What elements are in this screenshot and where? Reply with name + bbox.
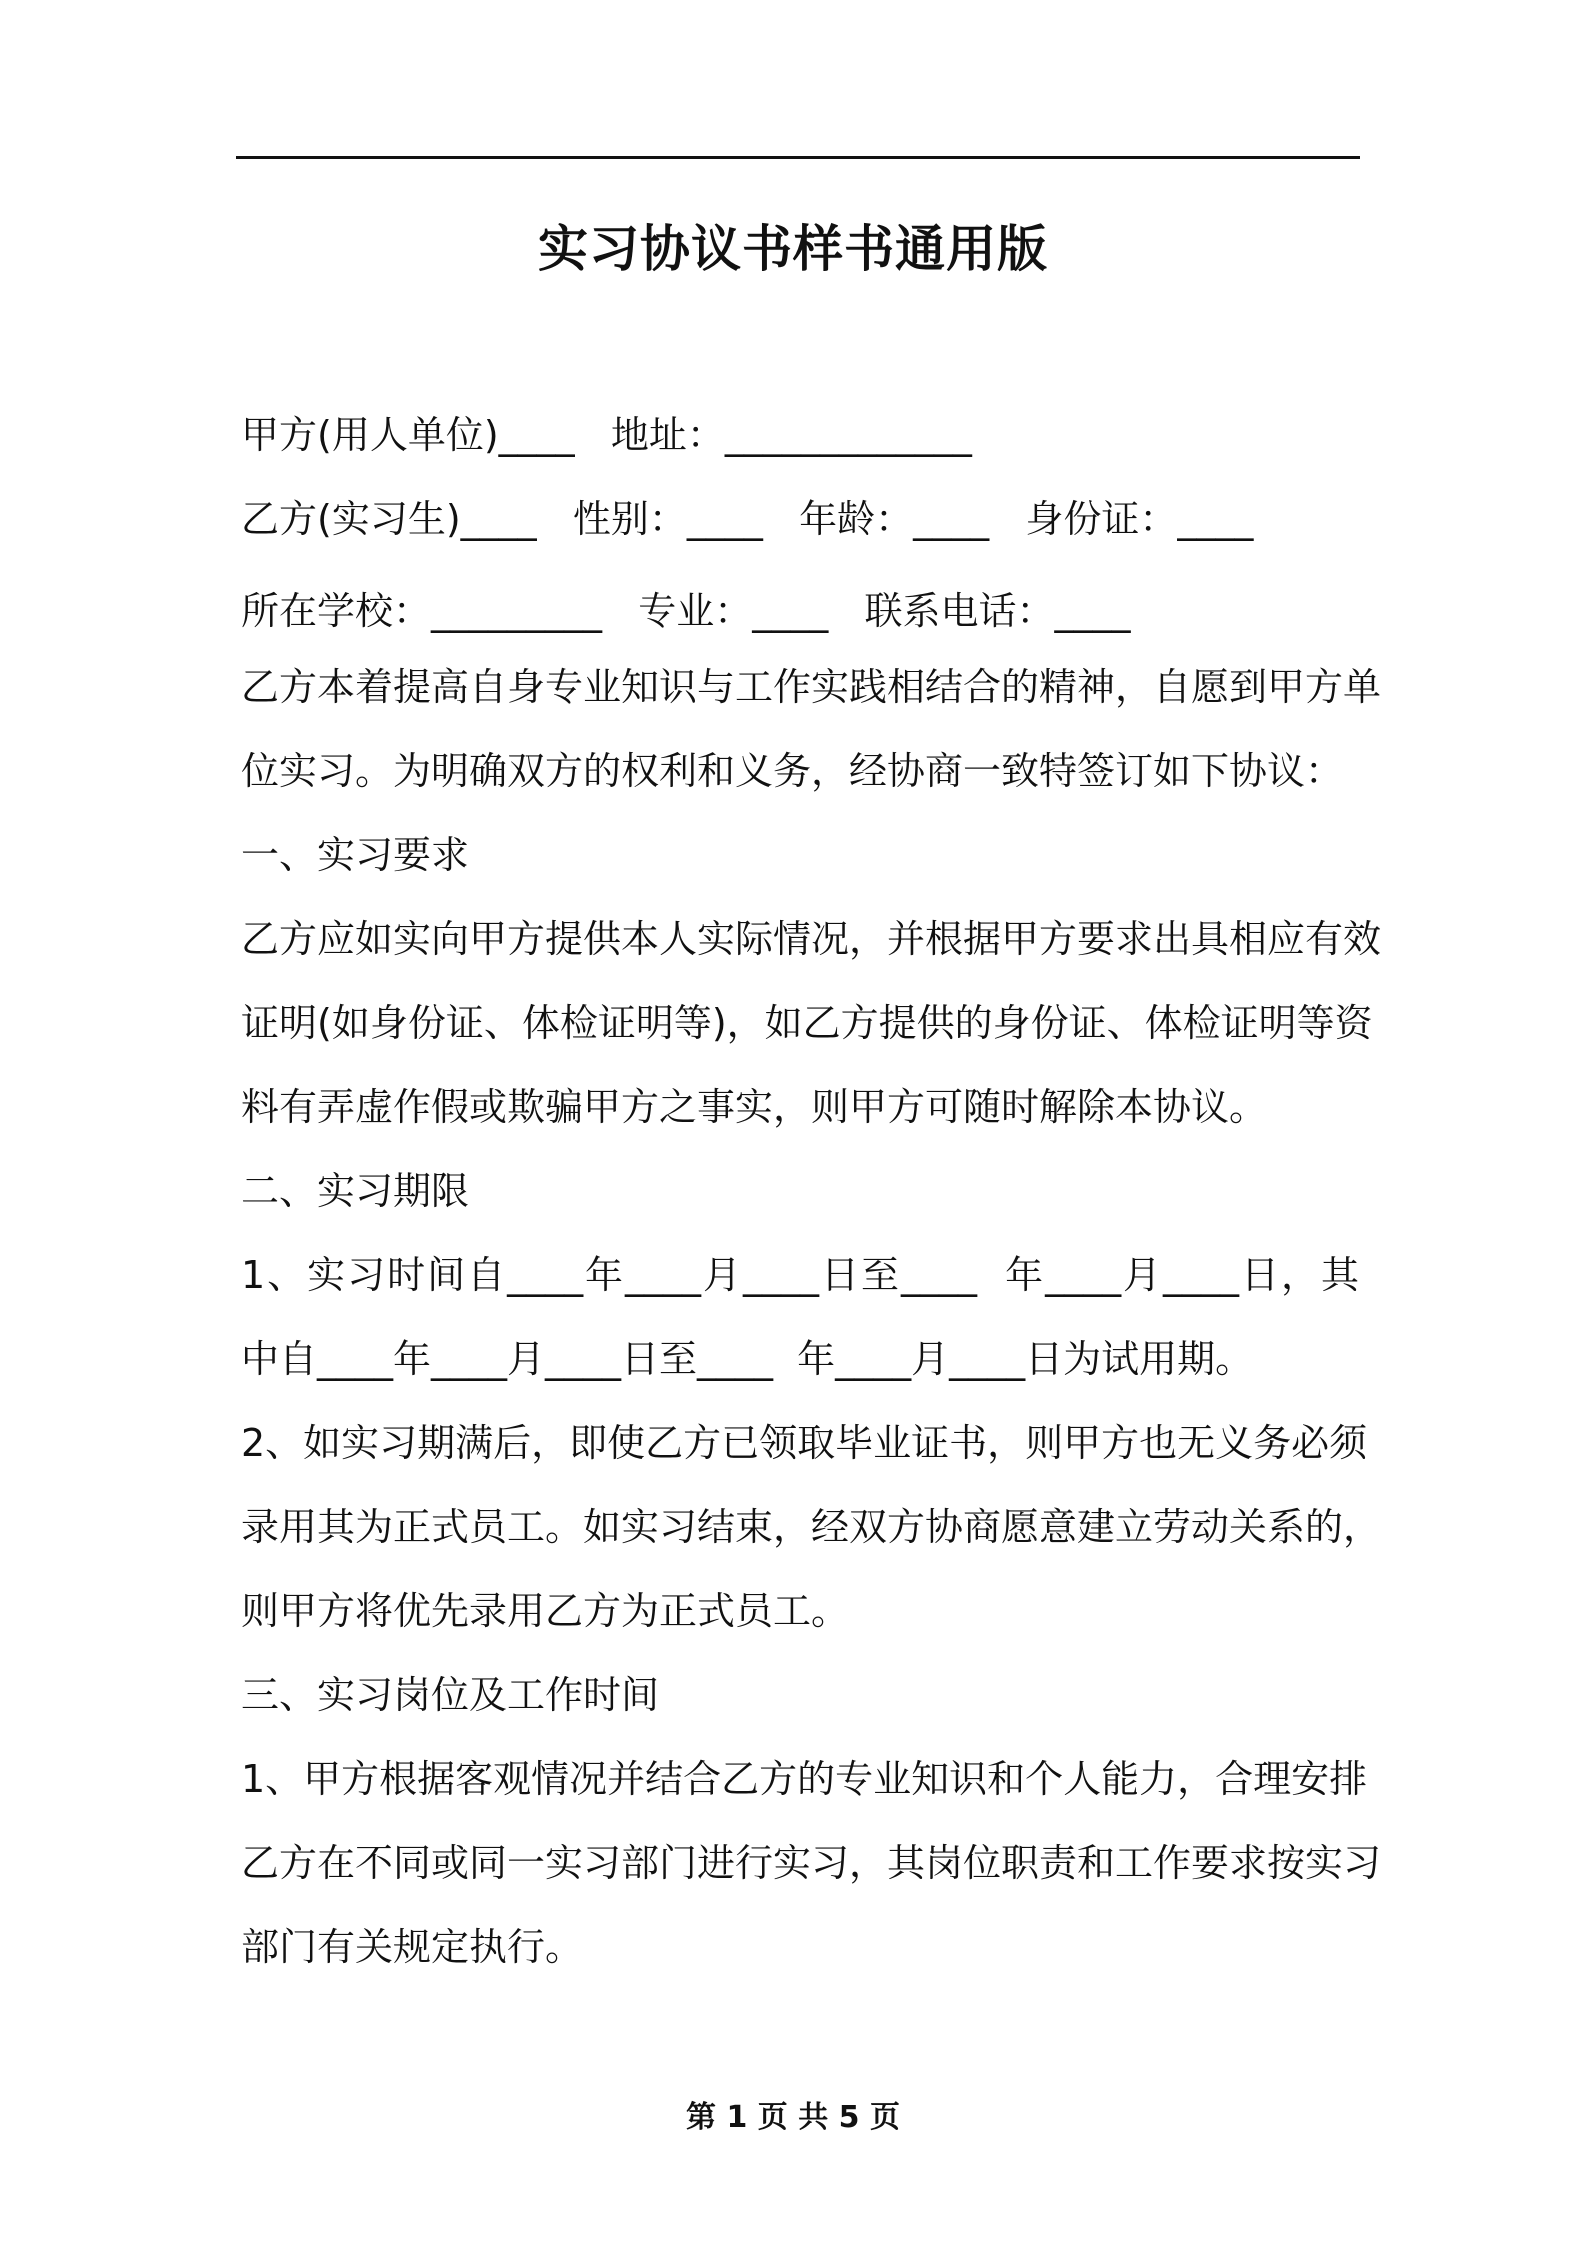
document-title: 实习协议书样书通用版 <box>538 220 1048 278</box>
requirements-para-line: 证明(如身份证、体检证明等)，如乙方提供的身份证、体检证明等资 <box>241 1001 1373 1045</box>
header-rule <box>236 156 1360 159</box>
period-item1-line: 1、实习时间自____年____月____日至____ 年____月____日，其 <box>241 1253 1359 1297</box>
position-item1-line: 部门有关规定执行。 <box>241 1925 584 1969</box>
party-a-field-line: 甲方(用人单位)____ 地址：_____________ <box>241 413 972 457</box>
requirements-para-line: 料有弄虚作假或欺骗甲方之事实，则甲方可随时解除本协议。 <box>241 1085 1268 1129</box>
requirements-para-line: 乙方应如实向甲方提供本人实际情况，并根据甲方要求出具相应有效 <box>241 917 1382 961</box>
party-b-field-line: 乙方(实习生)____ 性别：____ 年龄：____ 身份证：____ <box>241 497 1254 541</box>
position-item1-line: 1、甲方根据客观情况并结合乙方的专业知识和个人能力，合理安排 <box>241 1757 1368 1801</box>
intro-line: 乙方本着提高自身专业知识与工作实践相结合的精神，自愿到甲方单 <box>241 665 1382 709</box>
position-item1-line: 乙方在不同或同一实习部门进行实习，其岗位职责和工作要求按实习 <box>241 1841 1382 1885</box>
period-item1-line: 中自____年____月____日至____ 年____月____日为试用期。 <box>241 1337 1254 1381</box>
intro-line: 位实习。为明确双方的权利和义务，经协商一致特签订如下协议： <box>241 749 1344 793</box>
period-item2-line: 则甲方将优先录用乙方为正式员工。 <box>241 1589 850 1633</box>
period-item2-line: 录用其为正式员工。如实习结束，经双方协商愿意建立劳动关系的， <box>241 1505 1382 1549</box>
section-heading-period: 二、实习期限 <box>241 1169 470 1213</box>
period-item2-line: 2、如实习期满后，即使乙方已领取毕业证书，则甲方也无义务必须 <box>241 1421 1368 1465</box>
section-heading-position: 三、实习岗位及工作时间 <box>241 1673 660 1717</box>
school-field-line: 所在学校：_________ 专业：____ 联系电话：____ <box>241 589 1131 633</box>
section-heading-requirements: 一、实习要求 <box>241 833 470 877</box>
page-number-footer: 第 1 页 共 5 页 <box>686 2100 900 2135</box>
